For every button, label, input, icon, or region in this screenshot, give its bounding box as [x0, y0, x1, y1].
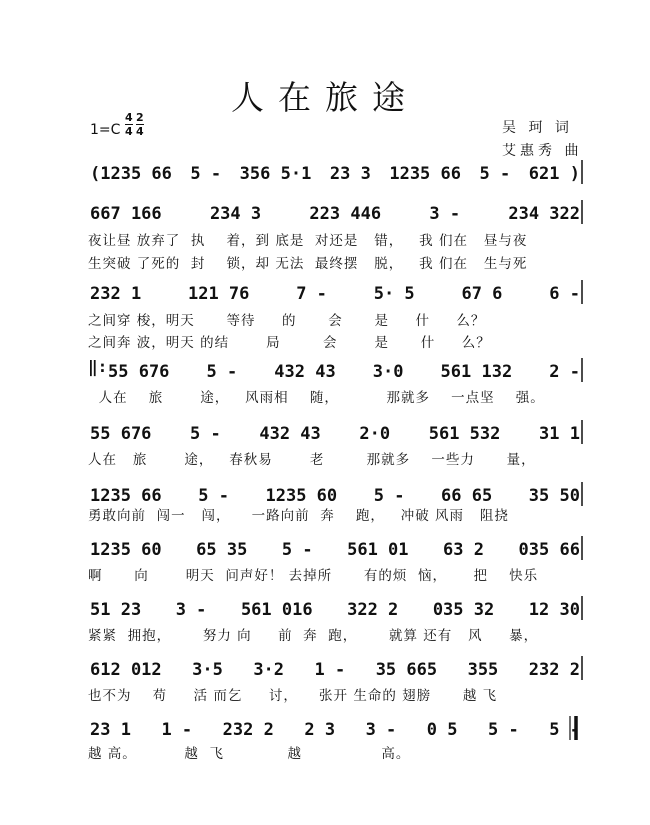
music-measure: 355 — [467, 660, 499, 680]
music-measure: 5 - — [373, 486, 405, 506]
music-measure: 612 012 — [90, 660, 162, 680]
music-measure: 561 01 — [347, 540, 409, 560]
composer-credit: 艾惠秀 曲 — [502, 143, 583, 159]
music-measure: 6 - — [549, 284, 580, 304]
music-measure: 65 35 — [196, 540, 248, 560]
music-measure: 121 76 — [187, 284, 250, 304]
music-measure: 5 - — [281, 540, 313, 560]
repeat-start-sign: ‖: — [88, 357, 108, 376]
song-title: 人在旅途 — [231, 78, 419, 117]
music-measure: 35 50 — [528, 486, 580, 506]
lyric-line: 人在 旅 途， 风雨相 随， 那就多 一点坚 强。 — [88, 390, 545, 406]
music-measure: 1235 66 — [389, 164, 461, 184]
music-measure: 3·0 — [372, 362, 404, 382]
music-measure: 51 23 — [90, 600, 142, 620]
music-measure: 55 676 — [90, 424, 152, 444]
music-measure: 1235 60 — [90, 540, 162, 560]
music-measure: 23 1 — [90, 720, 131, 740]
music-measure: 5 - — [479, 164, 511, 184]
music-measure: 5 - — [206, 362, 238, 382]
music-measure: 5 - — [190, 424, 221, 444]
music-measure: 356 5·1 — [239, 164, 312, 184]
time-signature-a-bottom: 4 — [125, 125, 133, 138]
music-measure: 3·5 — [192, 660, 223, 680]
time-signature-a-top: 4 — [125, 111, 133, 124]
final-barline — [570, 716, 576, 740]
music-measure: 66 65 — [441, 486, 493, 506]
lyric-line: 紧紧 拥抱， 努力 向 前 奔 跑， 就算 还有 风 暴， — [88, 628, 539, 644]
lyric-line: 啊 向 明天 问声好！ 去掉所 有的烦 恼， 把 快乐 — [88, 568, 539, 584]
lyric-line: 勇敢向前 闯一 闯， 一路向前 奔 跑， 冲破 风雨 阻挠 — [88, 508, 509, 524]
lyricist-credit: 吴 珂 词 — [502, 120, 573, 136]
music-measure: 1235 60 — [265, 486, 338, 506]
music-measure: 561 016 — [240, 600, 313, 620]
music-measure: 561 532 — [428, 424, 501, 444]
music-measure: 035 32 — [432, 600, 495, 620]
music-measure: 67 6 — [461, 284, 503, 304]
music-measure: 2·0 — [359, 424, 391, 444]
music-measure: 234 322 — [508, 204, 580, 224]
music-measure: 12 30 — [528, 600, 580, 620]
time-signature-b-top: 2 — [136, 111, 144, 124]
music-measure: 667 166 — [90, 204, 162, 224]
lyric-line: 也不为 苟 活 而乞 讨， 张开 生命的 翅膀 越 飞 — [88, 688, 498, 704]
music-measure: 621 ) — [528, 164, 580, 184]
music-measure: 232 2 — [222, 720, 274, 740]
music-measure: 63 2 — [443, 540, 484, 560]
music-measure: (1235 66 — [90, 164, 172, 184]
music-measure: 561 132 — [440, 362, 513, 382]
music-measure: 55 676 — [108, 362, 170, 382]
music-measure: 0 5 — [426, 720, 458, 740]
music-measure: 2 3 — [304, 720, 336, 740]
music-measure: 3 - — [175, 600, 207, 620]
music-measure: 1 - — [314, 660, 346, 680]
lyric-line: 越 高。 越 飞 越 高。 — [88, 746, 411, 762]
time-signature-b-bottom: 4 — [136, 125, 144, 138]
music-measure: 31 1 — [538, 424, 580, 444]
music-measure: 5 - — [198, 486, 229, 506]
music-measure: 232 1 — [90, 284, 142, 304]
music-measure: 1235 66 — [90, 486, 162, 506]
music-measure: 322 2 — [347, 600, 399, 620]
music-measure: 35 665 — [375, 660, 438, 680]
music-measure: 23 3 — [329, 164, 371, 184]
music-measure: 1 - — [161, 720, 193, 740]
music-measure: 3·2 — [253, 660, 285, 680]
music-measure: 7 - — [296, 284, 327, 304]
music-measure: 5 - — [488, 720, 519, 740]
music-measure: 432 43 — [259, 424, 321, 444]
lyric-line: 人在 旅 途， 春秋易 老 那就多 一些力 量， — [88, 452, 536, 468]
lyric-line: 之间穿 梭，明天 等待 的 会 是 什 么？ — [88, 313, 486, 329]
lyric-line: 夜让昼 放弃了 执 着，到 底是 对还是 错， 我 们在 昼与夜 — [88, 233, 528, 249]
music-measure: 2 - — [549, 362, 580, 382]
music-measure: 234 3 — [209, 204, 262, 224]
music-measure: 5 - — [190, 164, 222, 184]
music-measure: 5· 5 — [373, 284, 415, 304]
music-measure: 232 2 — [528, 660, 580, 680]
lyric-line: 生突破 了死的 封 锁，却 无法 最终摆 脱， 我 们在 生与死 — [88, 256, 528, 272]
music-measure: 432 43 — [274, 362, 336, 382]
music-measure: 3 - — [365, 720, 397, 740]
lyric-line: 之间奔 波，明天 的结 局 会 是 什 么？ — [88, 335, 491, 351]
music-measure: 5 - — [549, 720, 580, 740]
music-measure: 3 - — [429, 204, 461, 224]
key-signature: 1=C — [90, 122, 121, 138]
music-measure: 035 66 — [518, 540, 580, 560]
music-measure: 223 446 — [309, 204, 382, 224]
